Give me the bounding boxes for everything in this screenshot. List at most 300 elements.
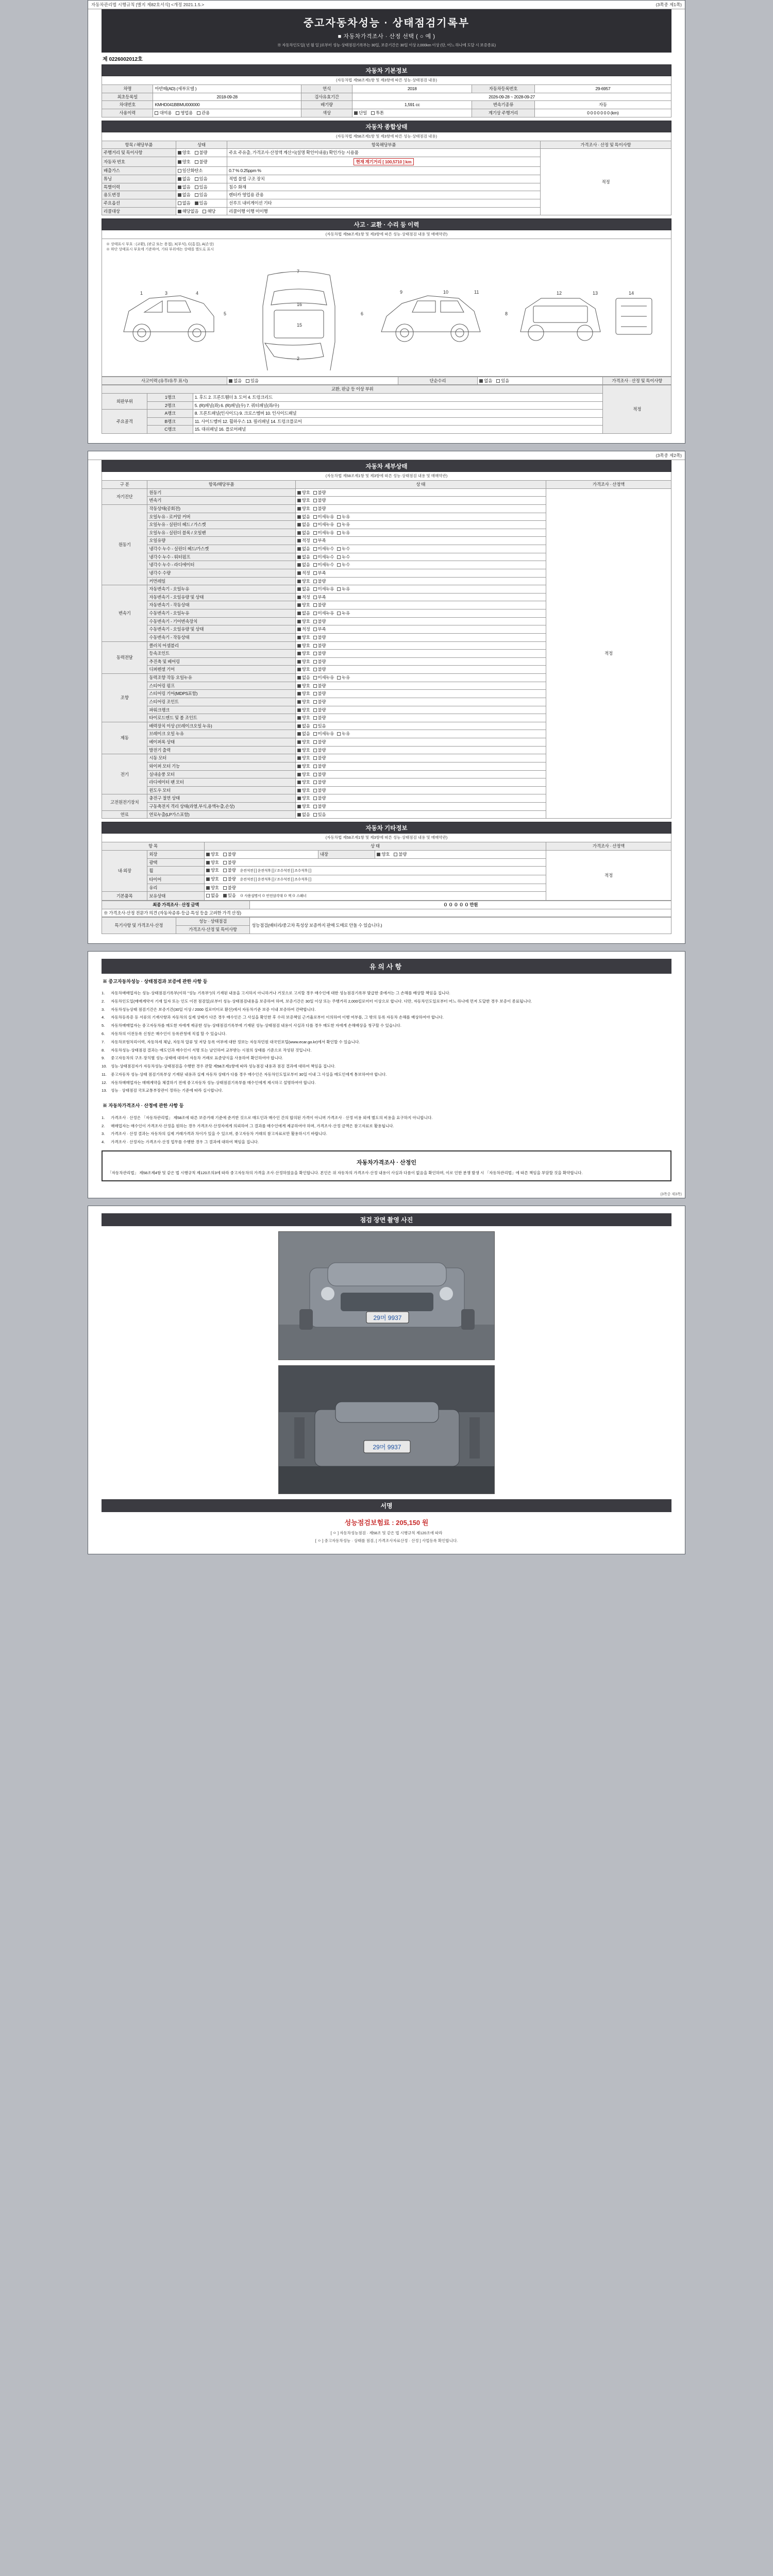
- state-option[interactable]: 불량: [313, 643, 326, 649]
- usage-option-0[interactable]: 대여용: [155, 110, 172, 116]
- checkbox-icon[interactable]: [313, 547, 317, 551]
- state-option[interactable]: 부족: [313, 595, 326, 600]
- checkbox-icon[interactable]: [313, 813, 317, 817]
- checkbox-icon[interactable]: [313, 789, 317, 792]
- checkbox-icon[interactable]: [313, 620, 317, 623]
- detail-item-label: 스티어링 조인트: [147, 698, 295, 706]
- state-option[interactable]: 없음: [297, 731, 310, 737]
- state-option[interactable]: 없음: [297, 586, 310, 592]
- checkbox-icon[interactable]: [479, 379, 483, 383]
- checkbox-icon[interactable]: [178, 193, 181, 197]
- checkbox-icon[interactable]: [206, 869, 210, 872]
- state-option[interactable]: 불량: [313, 602, 326, 608]
- detail-item-label: 냉각수 누수 - 실린더 헤드/가스켓: [147, 545, 295, 553]
- state-option[interactable]: 불량: [223, 876, 236, 882]
- checkbox-icon[interactable]: [313, 507, 317, 511]
- checkbox-icon[interactable]: [297, 555, 301, 559]
- checkbox-icon[interactable]: [178, 210, 181, 213]
- state-option[interactable]: 양호: [297, 667, 310, 672]
- state-option[interactable]: 불량: [394, 852, 407, 857]
- checkbox-icon[interactable]: [155, 111, 158, 115]
- checkbox-icon[interactable]: [297, 740, 301, 744]
- state-option[interactable]: 불량: [313, 795, 326, 801]
- state-option[interactable]: 있음: [195, 184, 208, 190]
- section-others-sub: (자동차법 제58조제1항 및 제3항에 따른 성능·상태점검 내용 및 매매약관): [102, 834, 671, 842]
- accident-result-table: [102, 377, 671, 385]
- state-option[interactable]: 있음: [195, 200, 208, 206]
- state-option[interactable]: 양호: [206, 860, 219, 866]
- checkbox-icon[interactable]: [195, 201, 198, 205]
- checkbox-icon[interactable]: [313, 580, 317, 583]
- state-option[interactable]: 부족: [313, 626, 326, 632]
- state-option[interactable]: 해당없음: [178, 209, 199, 214]
- checkbox-icon[interactable]: [313, 684, 317, 688]
- state-option[interactable]: 양호: [297, 643, 310, 649]
- usage-option-2[interactable]: 관용: [197, 110, 210, 116]
- checkbox-icon[interactable]: [313, 749, 317, 752]
- page-2-topbar: [88, 451, 685, 460]
- detail-item-state: [295, 770, 546, 778]
- state-option[interactable]: 미세누수: [313, 546, 334, 552]
- row-state-5: [176, 191, 227, 199]
- state-option[interactable]: 누유: [337, 731, 350, 737]
- state-option[interactable]: 미세누유: [313, 675, 334, 681]
- state-option[interactable]: 없음: [178, 184, 191, 190]
- checkbox-icon[interactable]: [203, 210, 206, 213]
- state-option[interactable]: 부족: [313, 538, 326, 544]
- checkbox-icon[interactable]: [297, 531, 301, 535]
- state-option[interactable]: 불량: [313, 739, 326, 745]
- checkbox-icon[interactable]: [313, 596, 317, 599]
- state-option[interactable]: 불량: [223, 852, 236, 857]
- checkbox-icon[interactable]: [176, 111, 179, 115]
- checkbox-icon[interactable]: [297, 708, 301, 712]
- checkbox-icon[interactable]: [206, 877, 210, 881]
- checkbox-icon[interactable]: [313, 781, 317, 784]
- checkbox-icon[interactable]: [496, 379, 500, 383]
- checkbox-icon[interactable]: [297, 773, 301, 776]
- state-option[interactable]: 양호: [206, 852, 219, 857]
- state-option[interactable]: 양호: [297, 659, 310, 665]
- checkbox-icon[interactable]: [313, 587, 317, 591]
- checkbox-icon[interactable]: [337, 555, 341, 559]
- value-usage: [153, 109, 301, 117]
- svg-text:1: 1: [140, 290, 143, 296]
- state-option[interactable]: 양호: [297, 602, 310, 608]
- detail-item-state: [295, 657, 546, 666]
- list-item-text: 자동차의 이전등록 신청은 매수인이 등록관청에 직접 할 수 있습니다.: [111, 1031, 227, 1037]
- checkbox-icon[interactable]: [206, 853, 210, 856]
- checkbox-icon[interactable]: [297, 749, 301, 752]
- checkbox-icon[interactable]: [178, 201, 181, 205]
- state-option[interactable]: 양호: [297, 804, 310, 809]
- state-option[interactable]: 양호: [297, 739, 310, 745]
- state-option[interactable]: 불량: [313, 667, 326, 672]
- checkbox-icon[interactable]: [394, 853, 397, 856]
- value-displacement: 1,591 cc: [352, 101, 472, 109]
- checkbox-icon[interactable]: [223, 877, 227, 881]
- state-option[interactable]: 불량: [313, 788, 326, 793]
- checkbox-icon[interactable]: [313, 612, 317, 615]
- state-option[interactable]: 불량: [313, 699, 326, 705]
- state-option[interactable]: 있음: [223, 893, 236, 899]
- state-option[interactable]: 불량: [313, 764, 326, 769]
- detail-item-label: 냉각수 누수 - 라디에이터: [147, 561, 295, 569]
- label-color: 색상: [301, 109, 352, 117]
- checkbox-icon[interactable]: [297, 547, 301, 551]
- mileage-highlight-cell: [227, 157, 541, 167]
- state-option[interactable]: 양호: [206, 876, 219, 882]
- checkbox-icon[interactable]: [297, 789, 301, 792]
- accident-option-yes[interactable]: 있음: [246, 378, 259, 384]
- state-option[interactable]: 누수: [337, 546, 350, 552]
- state-option[interactable]: 양호: [297, 772, 310, 777]
- checkbox-icon[interactable]: [313, 628, 317, 631]
- checkbox-icon[interactable]: [313, 499, 317, 502]
- state-option[interactable]: 없음: [297, 514, 310, 520]
- checkbox-icon[interactable]: [313, 740, 317, 744]
- checkbox-icon[interactable]: [246, 379, 249, 383]
- checkbox-icon[interactable]: [337, 547, 341, 551]
- state-option[interactable]: 없음: [297, 562, 310, 568]
- state-option[interactable]: 미세누수: [313, 562, 334, 568]
- checkbox-icon[interactable]: [297, 499, 301, 502]
- checkbox-icon[interactable]: [337, 676, 341, 680]
- checkbox-icon[interactable]: [297, 580, 301, 583]
- section-others-header: 자동차 기타정보: [102, 822, 671, 834]
- state-option[interactable]: 있음: [195, 176, 208, 182]
- state-option[interactable]: 양호: [297, 699, 310, 705]
- detail-item-state: [295, 617, 546, 625]
- checkbox-icon[interactable]: [313, 708, 317, 712]
- checkbox-icon[interactable]: [313, 756, 317, 760]
- checkbox-icon[interactable]: [195, 177, 198, 181]
- state-option[interactable]: 없음: [206, 893, 219, 899]
- checkbox-icon[interactable]: [313, 491, 317, 495]
- state-option[interactable]: 없음: [178, 176, 191, 182]
- state-option[interactable]: 적정: [297, 595, 310, 600]
- repair-option-yes[interactable]: 있음: [496, 378, 509, 384]
- checkbox-icon[interactable]: [178, 169, 181, 173]
- checkbox-icon[interactable]: [297, 684, 301, 688]
- checkbox-icon[interactable]: [195, 160, 198, 164]
- state-option[interactable]: 불량: [313, 772, 326, 777]
- others-label-tire: 타이어: [147, 875, 205, 884]
- state-option[interactable]: 양호: [178, 159, 191, 165]
- state-option[interactable]: 누유: [337, 514, 350, 520]
- checkbox-icon[interactable]: [313, 515, 317, 519]
- checkbox-icon[interactable]: [297, 700, 301, 704]
- checkbox-icon[interactable]: [178, 185, 181, 189]
- checkbox-icon[interactable]: [297, 539, 301, 543]
- state-option[interactable]: 양호: [297, 764, 310, 769]
- state-option[interactable]: 있음: [313, 723, 326, 729]
- state-option[interactable]: 누유: [337, 611, 350, 616]
- state-option[interactable]: 양호: [297, 651, 310, 656]
- detail-item-label: 오일유량: [147, 537, 295, 545]
- state-option[interactable]: 미세누유: [313, 530, 334, 536]
- state-option[interactable]: 적정: [297, 570, 310, 576]
- state-option[interactable]: 없음: [297, 546, 310, 552]
- checkbox-icon[interactable]: [337, 563, 341, 567]
- state-option[interactable]: 양호: [297, 619, 310, 624]
- state-option[interactable]: 불량: [313, 748, 326, 753]
- checkbox-icon[interactable]: [297, 644, 301, 648]
- checkbox-icon[interactable]: [297, 668, 301, 671]
- state-option[interactable]: 누수: [337, 554, 350, 560]
- state-option[interactable]: 없음: [297, 611, 310, 616]
- detail-item-state: [295, 674, 546, 682]
- state-option[interactable]: 양호: [297, 755, 310, 761]
- state-option[interactable]: 미세누유: [313, 522, 334, 528]
- checkbox-icon[interactable]: [313, 571, 317, 575]
- state-option[interactable]: 양호: [297, 788, 310, 793]
- state-option[interactable]: 불량: [313, 498, 326, 503]
- state-option[interactable]: 불량: [195, 150, 208, 156]
- parts-list-0: 1. 후드 2. 프론트휀더 3. 도어 4. 트렁크리드: [193, 393, 603, 401]
- checkbox-icon[interactable]: [313, 765, 317, 768]
- state-option[interactable]: 불량: [313, 779, 326, 785]
- checkbox-icon[interactable]: [337, 523, 341, 527]
- state-option[interactable]: 양호: [297, 748, 310, 753]
- checkbox-icon[interactable]: [206, 894, 210, 897]
- state-option[interactable]: 양호: [297, 779, 310, 785]
- checkbox-icon[interactable]: [377, 853, 380, 856]
- inspection-photo-underbody: [278, 1365, 495, 1494]
- checkbox-icon[interactable]: [313, 732, 317, 736]
- state-option[interactable]: 양호: [297, 715, 310, 721]
- checkbox-icon[interactable]: [337, 515, 341, 519]
- state-option[interactable]: 불량: [195, 159, 208, 165]
- state-option[interactable]: 미세누유: [313, 586, 334, 592]
- state-option[interactable]: 적정: [297, 626, 310, 632]
- state-option[interactable]: 불량: [313, 490, 326, 496]
- state-option[interactable]: 불량: [313, 635, 326, 640]
- checkbox-icon[interactable]: [223, 861, 227, 865]
- checkbox-icon[interactable]: [313, 555, 317, 559]
- checkbox-icon[interactable]: [297, 596, 301, 599]
- detail-col-1: 항목/해당부품: [147, 481, 295, 489]
- state-option[interactable]: 불량: [313, 707, 326, 713]
- state-option[interactable]: 일산화탄소: [178, 168, 203, 174]
- checkbox-icon[interactable]: [229, 379, 232, 383]
- state-option[interactable]: 없음: [297, 522, 310, 528]
- checkbox-icon[interactable]: [337, 531, 341, 535]
- state-option[interactable]: 미세누유: [313, 514, 334, 520]
- checkbox-icon[interactable]: [223, 886, 227, 890]
- checkbox-icon[interactable]: [313, 668, 317, 671]
- checkbox-icon[interactable]: [206, 861, 210, 865]
- state-option[interactable]: 불량: [313, 683, 326, 689]
- state-option[interactable]: 불량: [223, 860, 236, 866]
- state-option[interactable]: 없음: [297, 554, 310, 560]
- others-group-interior: 내·외장: [102, 850, 147, 891]
- detail-item-state: [295, 569, 546, 577]
- checkbox-icon[interactable]: [297, 523, 301, 527]
- checkbox-icon[interactable]: [297, 676, 301, 680]
- checkbox-icon[interactable]: [313, 539, 317, 543]
- state-option[interactable]: 양호: [297, 579, 310, 584]
- checkbox-icon[interactable]: [297, 796, 301, 800]
- state-option[interactable]: 미세누유: [313, 611, 334, 616]
- checkbox-icon[interactable]: [197, 111, 200, 115]
- checkbox-icon[interactable]: [371, 111, 375, 115]
- checkbox-icon[interactable]: [297, 813, 301, 817]
- checkbox-icon[interactable]: [195, 151, 198, 155]
- checkbox-icon[interactable]: [297, 692, 301, 696]
- color-option-0[interactable]: 단일: [354, 110, 367, 116]
- overall-state-table: [102, 141, 671, 216]
- checkbox-icon[interactable]: [313, 773, 317, 776]
- list-item: [102, 1088, 671, 1094]
- state-option[interactable]: 불량: [313, 691, 326, 697]
- checkbox-icon[interactable]: [178, 151, 181, 155]
- checkbox-icon[interactable]: [297, 571, 301, 575]
- checkbox-icon[interactable]: [297, 652, 301, 655]
- value-simple-repair: [478, 377, 603, 385]
- checkbox-icon[interactable]: [195, 185, 198, 189]
- state-option[interactable]: 양호: [297, 707, 310, 713]
- detail-item-label: 구동축전지 격리 상태(과열,부식,용액누출,손상): [147, 803, 295, 811]
- checkbox-icon[interactable]: [313, 805, 317, 808]
- checkbox-icon[interactable]: [297, 732, 301, 736]
- parts-list-4: 15. 대쉬패널 16. 플로어패널: [193, 426, 603, 434]
- state-option[interactable]: 해당: [203, 209, 215, 214]
- checkbox-icon[interactable]: [195, 193, 198, 197]
- state-option[interactable]: 불량: [313, 506, 326, 512]
- checkbox-icon[interactable]: [313, 660, 317, 664]
- state-option[interactable]: 불량: [313, 579, 326, 584]
- accident-option-none[interactable]: 없음: [229, 378, 242, 384]
- state-option[interactable]: 적정: [297, 538, 310, 544]
- state-option[interactable]: 없음: [297, 530, 310, 536]
- state-option[interactable]: 없음: [297, 723, 310, 729]
- checkbox-icon[interactable]: [313, 644, 317, 648]
- state-option[interactable]: 부족: [313, 570, 326, 576]
- checkbox-icon[interactable]: [223, 869, 227, 872]
- checkbox-icon[interactable]: [313, 652, 317, 655]
- checkbox-icon[interactable]: [297, 716, 301, 720]
- state-option[interactable]: 불량: [313, 619, 326, 624]
- checkbox-icon[interactable]: [337, 587, 341, 591]
- list-item-number: 7.: [102, 1039, 105, 1044]
- state-option[interactable]: 없음: [178, 200, 191, 206]
- checkbox-icon[interactable]: [313, 523, 317, 527]
- state-option[interactable]: 양호: [206, 868, 219, 873]
- checkbox-icon[interactable]: [178, 160, 181, 164]
- checkbox-icon[interactable]: [313, 531, 317, 535]
- repair-option-none[interactable]: 없음: [479, 378, 492, 384]
- state-option[interactable]: 양호: [297, 506, 310, 512]
- state-option[interactable]: 누유: [337, 530, 350, 536]
- checkbox-icon[interactable]: [297, 507, 301, 511]
- checkbox-icon[interactable]: [178, 177, 181, 181]
- state-option[interactable]: 불량: [223, 868, 236, 873]
- state-option[interactable]: 누유: [337, 522, 350, 528]
- state-option[interactable]: 미세누유: [313, 731, 334, 737]
- state-option[interactable]: 미세누수: [313, 554, 334, 560]
- checkbox-icon[interactable]: [313, 676, 317, 680]
- state-option[interactable]: 양호: [206, 885, 219, 891]
- color-option-1[interactable]: 투톤: [371, 110, 384, 116]
- state-option[interactable]: 있음: [195, 192, 208, 198]
- state-option[interactable]: 양호: [297, 795, 310, 801]
- checkbox-icon[interactable]: [313, 603, 317, 607]
- checkbox-icon[interactable]: [313, 724, 317, 728]
- state-option[interactable]: 불량: [313, 715, 326, 721]
- detail-group-2: 변속기: [102, 585, 147, 641]
- checkbox-icon[interactable]: [297, 765, 301, 768]
- state-option[interactable]: 양호: [297, 498, 310, 503]
- state-option[interactable]: 양호: [297, 683, 310, 689]
- checkbox-icon[interactable]: [297, 587, 301, 591]
- checkbox-icon[interactable]: [297, 781, 301, 784]
- state-option[interactable]: 불량: [313, 804, 326, 809]
- checkbox-icon[interactable]: [313, 716, 317, 720]
- state-option[interactable]: 불량: [313, 651, 326, 656]
- notice-list-2: [102, 1115, 671, 1145]
- checkbox-icon[interactable]: [297, 724, 301, 728]
- wheel-positions: 운전석전 [ ] 운전석후 [ ] / 조수석전 [ ] 조수석후 [ ]: [240, 869, 311, 873]
- state-option[interactable]: 양호: [297, 691, 310, 697]
- table-row: [102, 426, 671, 434]
- checkbox-icon[interactable]: [297, 756, 301, 760]
- checkbox-icon[interactable]: [297, 628, 301, 631]
- state-option[interactable]: 없음: [297, 812, 310, 818]
- checkbox-icon[interactable]: [313, 796, 317, 800]
- checkbox-icon[interactable]: [297, 491, 301, 495]
- checkbox-icon[interactable]: [297, 603, 301, 607]
- row-detail-5: 렌터카 영업용 관용: [227, 191, 541, 199]
- state-option[interactable]: 있음: [313, 812, 326, 818]
- state-option[interactable]: 불량: [223, 885, 236, 891]
- checkbox-icon[interactable]: [313, 700, 317, 704]
- checkbox-icon[interactable]: [297, 620, 301, 623]
- state-option[interactable]: 불량: [313, 659, 326, 665]
- checkbox-icon[interactable]: [206, 886, 210, 890]
- state-option[interactable]: 없음: [178, 192, 191, 198]
- checkbox-icon[interactable]: [297, 805, 301, 808]
- state-option[interactable]: 누유: [337, 586, 350, 592]
- table-row: [102, 393, 671, 401]
- checkbox-icon[interactable]: [313, 636, 317, 639]
- checkbox-icon[interactable]: [313, 563, 317, 567]
- checkbox-icon[interactable]: [223, 894, 227, 897]
- state-option[interactable]: 양호: [297, 490, 310, 496]
- state-option[interactable]: 누수: [337, 562, 350, 568]
- state-option[interactable]: 없음: [297, 675, 310, 681]
- checkbox-icon[interactable]: [337, 732, 341, 736]
- row-detail-0: 주요 주유출, 가격조사·산정액 계산시(설명 확인이내용) 확인가능 시용품: [227, 149, 541, 157]
- checkbox-icon[interactable]: [297, 515, 301, 519]
- checkbox-icon[interactable]: [297, 612, 301, 615]
- checkbox-icon[interactable]: [297, 660, 301, 664]
- checkbox-icon[interactable]: [223, 853, 227, 856]
- usage-option-1[interactable]: 영업용: [176, 110, 193, 116]
- state-option[interactable]: 누유: [337, 675, 350, 681]
- state-option[interactable]: 양호: [178, 150, 191, 156]
- checkbox-icon[interactable]: [337, 612, 341, 615]
- state-option[interactable]: 불량: [313, 755, 326, 761]
- value-color: [352, 109, 472, 117]
- checkbox-icon[interactable]: [297, 563, 301, 567]
- checkbox-icon[interactable]: [313, 692, 317, 696]
- checkbox-icon[interactable]: [354, 111, 358, 115]
- state-option[interactable]: 양호: [377, 852, 390, 857]
- checkbox-icon[interactable]: [297, 636, 301, 639]
- list-item-number: 2.: [102, 1123, 105, 1128]
- state-option[interactable]: 양호: [297, 635, 310, 640]
